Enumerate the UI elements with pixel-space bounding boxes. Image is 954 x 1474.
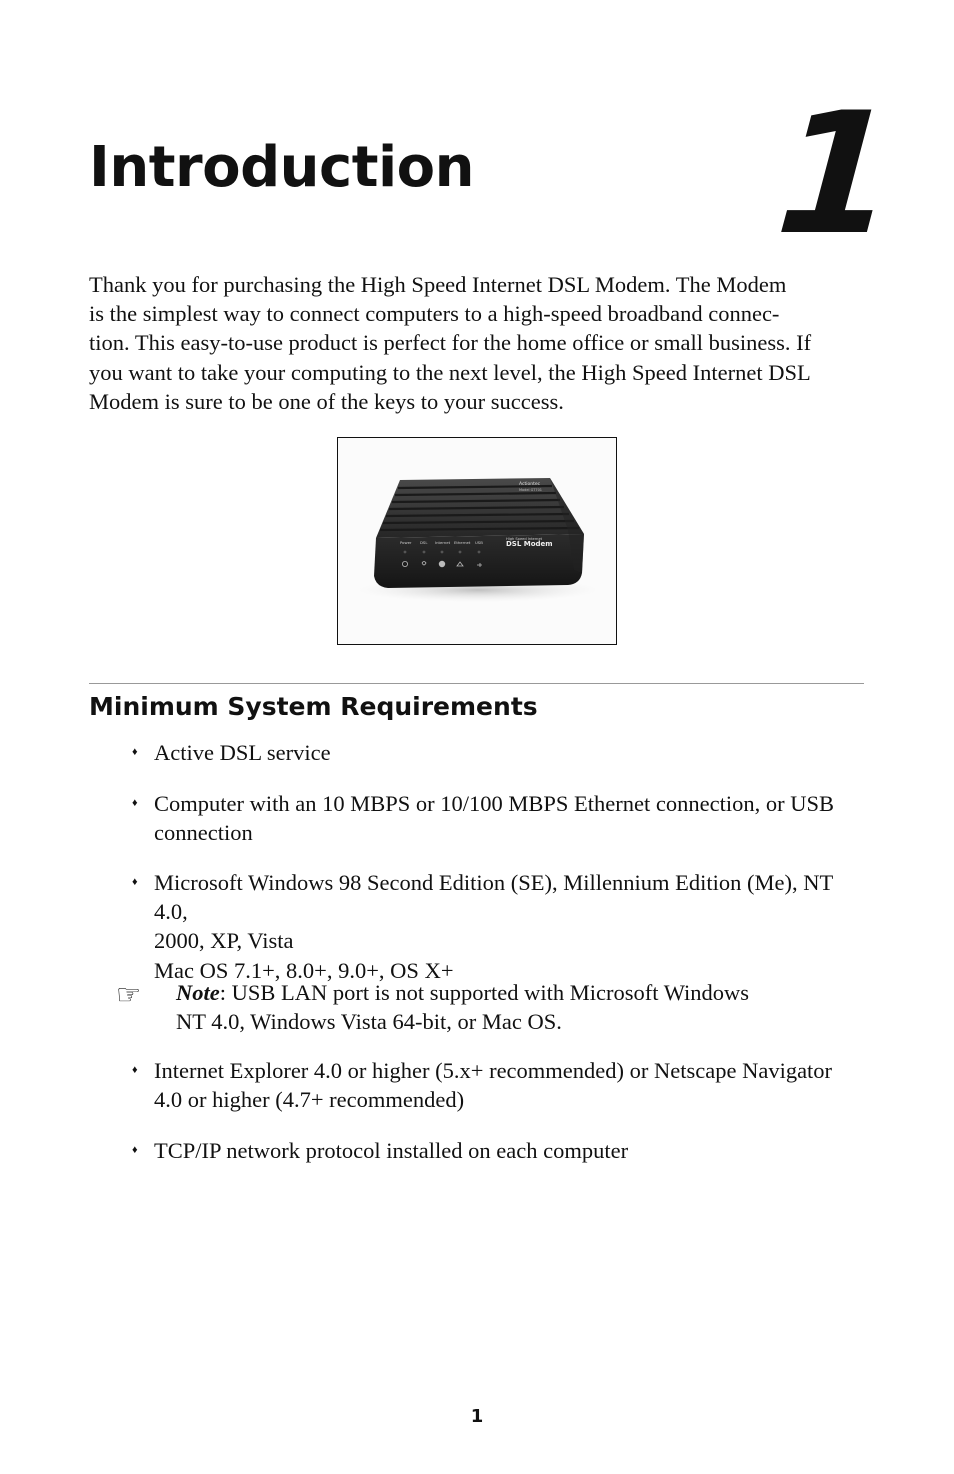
list-item-line: connection [154,820,253,846]
led-label-power: Power [400,540,412,545]
diamond-bullet-icon: ♦ [132,746,138,758]
intro-line: you want to take your computing to the next level, the High Speed Internet DSL [89,359,811,385]
note-body [176,978,856,1036]
diamond-bullet-icon: ♦ [132,797,138,809]
list-item-line: Mac OS 7.1+, 8.0+, 9.0+, OS X+ [154,957,454,983]
list-item-line: 2000, XP, Vista [154,928,294,954]
list-item [132,738,859,767]
led-label-usb: USB [475,540,483,545]
diamond-bullet-icon: ♦ [132,876,138,888]
list-item-line: TCP/IP network protocol installed on each computer [154,1138,629,1163]
brand-label: Actiontec [519,482,541,487]
section-heading: Minimum System Requirements [89,692,538,721]
list-item [132,1136,859,1165]
list-item [132,868,859,985]
intro-line: Thank you for purchasing the High Speed Internet DSL Modem. The Modem [89,272,787,297]
led-label-dsl: DSL [420,540,428,545]
list-item-line: Microsoft Windows 98 Second Edition (SE), Millennium Edition (Me), NT 4.0, [154,870,833,925]
intro-line: tion. This easy-to-use product is perfect for the home office or small business. If [89,330,812,356]
model-label: Model GT701 [519,488,543,492]
led-label-internet: Internet [435,540,451,545]
note-line [176,978,856,1007]
list-item-line: Computer with an 10 MBPS or 10/100 MBPS Ethernet connection, or USB [154,791,834,816]
led-label-ethernet: Ethernet [454,540,471,545]
diamond-bullet-icon: ♦ [132,1144,138,1156]
diamond-bullet-icon: ♦ [132,1064,138,1076]
page-number: 1 [470,1406,484,1427]
list-item [132,789,859,847]
intro-line: Modem is sure to be one of the keys to your success. [89,388,564,414]
chapter-title: Introduction [89,135,475,200]
product-line-label: High Speed Internet [506,537,543,541]
list-item [132,1056,859,1114]
chapter-number: 1 [771,76,896,272]
list-item-line: 4.0 or higher (4.7+ recommended) [154,1087,465,1113]
list-item-line: Active DSL service [154,740,331,765]
note-label: Note [176,980,220,1005]
intro-line: is the simplest way to connect computers to a high-speed broadband connec- [89,301,780,327]
note-text: : USB LAN port is not supported with Microsoft Windows [219,980,750,1005]
pointing-hand-icon: ☞ [116,980,142,1011]
note-line: NT 4.0, Windows Vista 64-bit, or Mac OS. [176,1009,562,1035]
product-name-label: DSL Modem [506,540,553,548]
list-item-line: Internet Explorer 4.0 or higher (5.x+ recommended) or Netscape Navigator [154,1058,833,1083]
